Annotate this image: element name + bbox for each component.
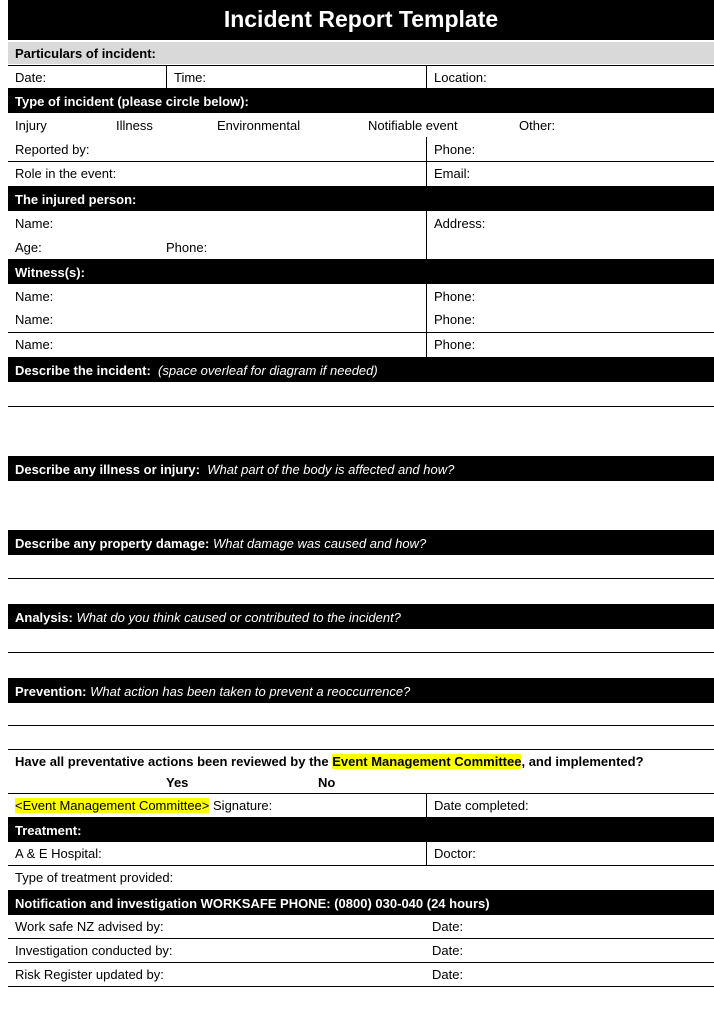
review-committee-highlight: Event Management Committee	[332, 754, 522, 769]
signature-label: Signature:	[213, 798, 273, 813]
treatment-header	[8, 817, 714, 842]
witness-1-phone-label: Phone:	[434, 289, 476, 304]
witness-2-name-label: Name:	[15, 312, 54, 327]
describe-hint: (space overleaf for diagram if needed)	[158, 363, 378, 378]
time-label: Time:	[174, 70, 207, 85]
investigation-label: Investigation conducted by:	[15, 943, 173, 958]
location-label: Location:	[434, 70, 487, 85]
type-header-label: Type of incident (please circle below):	[15, 94, 249, 109]
analysis-header	[8, 604, 714, 629]
property-label: Describe any property damage:	[15, 536, 210, 551]
committee-placeholder: <Event Management Committee>	[15, 798, 210, 813]
treatment-header-label: Treatment:	[15, 823, 82, 838]
witness-2-phone-label: Phone:	[434, 312, 476, 327]
treatment-type-label: Type of treatment provided:	[15, 870, 174, 885]
analysis-label: Analysis:	[15, 610, 73, 625]
particulars-header-label: Particulars of incident:	[15, 46, 156, 61]
date-completed-label: Date completed:	[434, 798, 529, 813]
illness-label: Describe any illness or injury:	[15, 462, 200, 477]
role-label: Role in the event:	[15, 166, 117, 181]
date-label: Date:	[15, 70, 47, 85]
injured-age-label: Age:	[15, 240, 42, 255]
property-header	[8, 530, 714, 555]
review-yes-option[interactable]: Yes	[166, 775, 189, 790]
witness-3-name-label: Name:	[15, 337, 54, 352]
review-question-start: Have all preventative actions been reviewed by the	[15, 754, 329, 769]
particulars-header	[8, 42, 714, 64]
injured-header-label: The injured person:	[15, 192, 137, 207]
option-other[interactable]: Other:	[519, 118, 556, 133]
witness-header	[8, 259, 714, 284]
worksafe-date-label: Date:	[432, 919, 464, 934]
notification-header	[8, 890, 714, 915]
email-label: Email:	[434, 166, 471, 181]
prevention-hint: What action has been taken to prevent a reoccurrence?	[90, 684, 411, 699]
hospital-label: A & E Hospital:	[15, 846, 102, 861]
risk-register-date-label: Date:	[432, 967, 464, 982]
witness-header-label: Witness(s):	[15, 265, 85, 280]
describe-header	[8, 357, 714, 382]
describe-label: Describe the incident:	[15, 363, 151, 378]
worksafe-advised-label: Work safe NZ advised by:	[15, 919, 164, 934]
illness-header	[8, 456, 714, 481]
reporter-phone-label: Phone:	[434, 142, 476, 157]
option-notifiable-event[interactable]: Notifiable event	[368, 118, 458, 133]
reported-by-label: Reported by:	[15, 142, 90, 157]
prevention-header	[8, 678, 714, 703]
injured-header	[8, 186, 714, 211]
property-hint: What damage was caused and how?	[212, 536, 427, 551]
notification-header-label: Notification and investigation WORKSAFE PHONE: (0800) 030-040 (24 hours)	[15, 896, 490, 911]
review-question-end: , and implemented?	[521, 754, 644, 769]
document-title: Incident Report Template	[8, 0, 714, 40]
type-header	[8, 88, 714, 113]
investigation-date-label: Date:	[432, 943, 464, 958]
prevention-label: Prevention:	[15, 684, 87, 699]
witness-3-phone-label: Phone:	[434, 337, 476, 352]
option-injury[interactable]: Injury	[15, 118, 47, 133]
doctor-label: Doctor:	[434, 846, 476, 861]
option-environmental[interactable]: Environmental	[217, 118, 301, 133]
injured-address-label: Address:	[434, 216, 486, 231]
analysis-hint: What do you think caused or contributed to the incident?	[76, 610, 401, 625]
witness-1-name-label: Name:	[15, 289, 54, 304]
risk-register-label: Risk Register updated by:	[15, 967, 164, 982]
option-illness[interactable]: Illness	[116, 118, 153, 133]
review-no-option[interactable]: No	[318, 775, 336, 790]
illness-hint: What part of the body is affected and how?	[207, 462, 455, 477]
injured-name-label: Name:	[15, 216, 54, 231]
review-question	[15, 754, 644, 769]
injured-phone-label: Phone:	[166, 240, 208, 255]
